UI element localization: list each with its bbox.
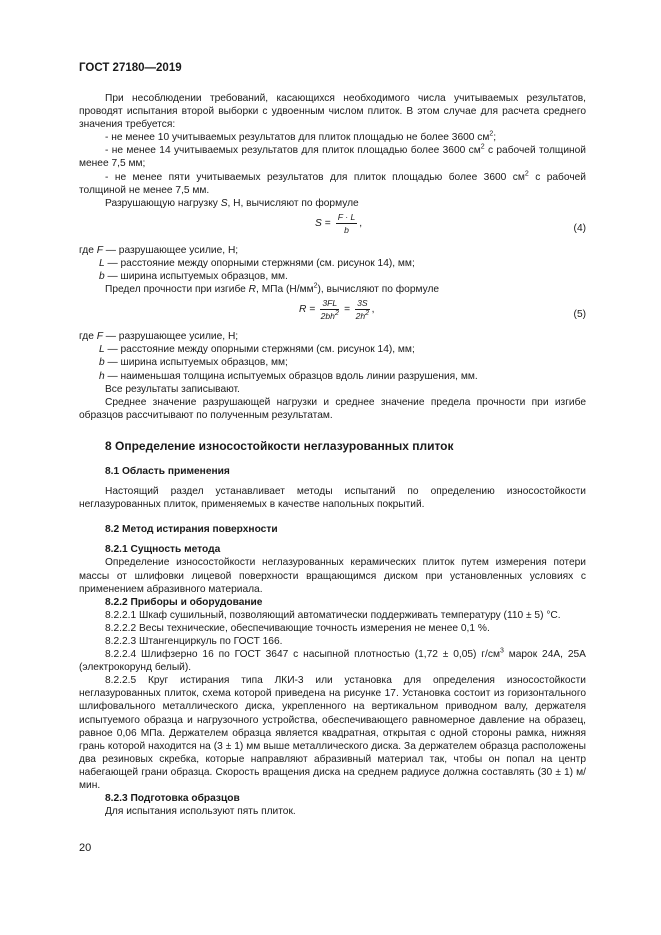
bullet-text: - не менее 14 учитываемых результатов для плиток площадью более 3600 см [105, 145, 481, 157]
text: Разрушающую нагрузку [105, 197, 221, 209]
section-8-2-heading: 8.2 Метод истирания поверхности [105, 524, 278, 536]
formula-4-expression [315, 212, 362, 235]
denominator [321, 310, 339, 321]
section-8-2-3-text: Для испытания используют пять плиток. [105, 806, 296, 818]
text: 8.2.2.4 Шлифзерно 16 по ГОСТ 3647 с насыпной плотностью (1,72 ± 0,05) г/см [105, 649, 500, 661]
text: ), вычисляют по формуле [317, 284, 440, 296]
variable: S [220, 197, 228, 209]
formula-4 [79, 210, 586, 244]
bullet-text: с рабочей толщиной не менее 7,5 мм. [79, 171, 587, 196]
section-8-1-heading: 8.1 Область применения [105, 465, 230, 477]
bullet-text: с рабочей толщиной менее 7,5 мм; [79, 145, 586, 170]
variable: F [96, 331, 103, 343]
text: Предел прочности при изгибе [105, 284, 249, 296]
denominator-text: 2bh [320, 311, 335, 322]
item-8-2-2-3: 8.2.2.3 Штангенциркуль по ГОСТ 166. [105, 636, 283, 647]
numerator: 3S [357, 298, 368, 309]
formula-5 [79, 296, 586, 330]
variable: b [99, 271, 105, 283]
bullet-14-results [79, 144, 586, 170]
superscript: 2 [480, 143, 485, 151]
formula-number: (4) [573, 222, 586, 234]
paragraph-repeat-test: При несоблюдении требований, касающихся необходимого числа учитываемых результатов, проводят испытания второй выборки с удвоенным числом плиток. В этом случае для расчета среднего значения требуется: [79, 93, 586, 131]
section-8-heading: 8 Определение износостойкости неглазурованных плиток [105, 438, 454, 453]
bullet-text: ; [493, 132, 497, 144]
text: где [79, 331, 97, 343]
where-h [79, 370, 586, 383]
superscript: 2 [313, 282, 318, 290]
text: марок 24А, 25А (электрокорунд белый). [79, 649, 586, 674]
formula-lhs: R [299, 304, 307, 316]
text: — расстояние между опорными стержнями (см. рисунок 14), мм; [104, 257, 415, 269]
variable: F [96, 244, 103, 256]
page-content [79, 92, 586, 818]
item-8-2-2-5: 8.2.2.5 Круг истирания типа ЛКИ-3 или установка для определения износостойкости неглазурованных плиток, схема которой приведена на рисунке 17. Установка состоит из горизонтального шлифовального металлического диска, укрепленного на вертикальном приводном валу, держателя испытуемого образца и нагрузочного устройства, обеспечивающего равномерное давление на образец, равное 0,06 МПа. Держателем образца является квадратная, открытая с одной стороны рамка, нижняя грань которой находится на (3 ± 1) мм выше металлического диска. За держателем образца расположены два резиновых скребка, которые направляют абразивный материал так, чтобы он попал на центр набегающей грани образца. Скорость вращения диска на среднем радиусе должна составлять (30 ± 1) м/мин. [79, 675, 586, 792]
text: — разрушающее усилие, Н; [102, 331, 239, 343]
item-8-2-2-1: 8.2.2.1 Шкаф сушильный, позволяющий автоматически поддерживать температуру (110 ± 5) °С. [105, 609, 561, 621]
variable: h [99, 370, 105, 382]
formula-lhs: S [315, 217, 322, 229]
where-l [79, 343, 586, 356]
superscript: 3 [499, 647, 504, 655]
bullet-text: - не менее пяти учитываемых результатов для плиток площадью более 3600 см [105, 171, 525, 183]
numerator: F · L [337, 211, 356, 222]
paragraph-average: Среднее значение разрушающей нагрузки и среднее значение предела прочности при изгибе образцов рассчитывают по полученным результатам. [79, 396, 586, 421]
item-8-2-2-4 [79, 648, 586, 674]
bullet-text: - не менее 10 учитываемых результатов для плиток площадью не более 3600 см [105, 132, 490, 144]
text: — наименьшая толщина испытуемых образцов вдоль линии разрушения, мм. [104, 370, 478, 382]
variable: R [248, 284, 257, 296]
formula-number: (5) [573, 309, 586, 321]
variable: L [99, 344, 105, 356]
where-l [79, 257, 586, 270]
superscript: 2 [365, 310, 370, 318]
item-8-2-2-2: 8.2.2.2 Весы технические, обеспечивающие точность измерения не менее 0,1 %. [105, 622, 490, 634]
equals-sign: = [309, 304, 316, 316]
numerator: 3FL [322, 298, 338, 309]
equals-sign: = [344, 304, 351, 316]
section-8-2-1-text: Определение износостойкости неглазурованных керамических плиток путем измерения потери массы от шлифовки лицевой поверхности вращающимся диском при установленных условиях с применением абразивного материала. [79, 557, 586, 595]
text: , МПа (Н/мм [256, 284, 314, 296]
superscript: 2 [334, 310, 339, 318]
fraction [320, 298, 339, 321]
where-b [79, 270, 586, 283]
bullet-5-results [79, 171, 586, 197]
fraction [355, 298, 370, 321]
text: , Н, вычисляют по формуле [227, 197, 359, 209]
bullet-10-results [79, 131, 586, 144]
denominator: b [344, 224, 349, 235]
section-8-1-text: Настоящий раздел устанавливает методы испытаний по определению износостойкости неглазурованных плиток, применяемых в качестве напольных покрытий. [79, 486, 586, 511]
section-8-2-2-heading: 8.2.2 Приборы и оборудование [105, 596, 263, 608]
fraction [336, 212, 358, 235]
text: — ширина испытуемых образцов, мм. [104, 271, 288, 283]
text: — разрушающее усилие, Н; [102, 244, 239, 256]
variable: b [99, 357, 105, 369]
variable: L [99, 257, 105, 269]
formula-5-expression [299, 298, 374, 321]
superscript: 2 [524, 170, 529, 178]
denominator-text: 2h [355, 311, 366, 322]
load-formula-intro [79, 197, 586, 210]
comma: , [371, 304, 375, 316]
section-8-2-3-heading: 8.2.3 Подготовка образцов [105, 793, 240, 805]
text: где [79, 244, 97, 256]
text: — расстояние между опорными стержнями (см. рисунок 14), мм; [104, 344, 415, 356]
text: — ширина испытуемых образцов, мм; [104, 357, 288, 369]
where-b [79, 356, 586, 369]
where-f [79, 330, 586, 343]
equals-sign: = [324, 217, 331, 229]
superscript: 2 [489, 130, 494, 138]
strength-formula-intro [79, 283, 586, 296]
page-number: 20 [79, 842, 92, 854]
standard-header: ГОСТ 27180—2019 [79, 62, 182, 74]
where-f [79, 244, 586, 257]
section-8-2-1-heading: 8.2.1 Сущность метода [105, 544, 221, 556]
paragraph-record: Все результаты записывают. [105, 383, 240, 395]
comma: , [359, 217, 363, 229]
denominator [356, 310, 369, 321]
